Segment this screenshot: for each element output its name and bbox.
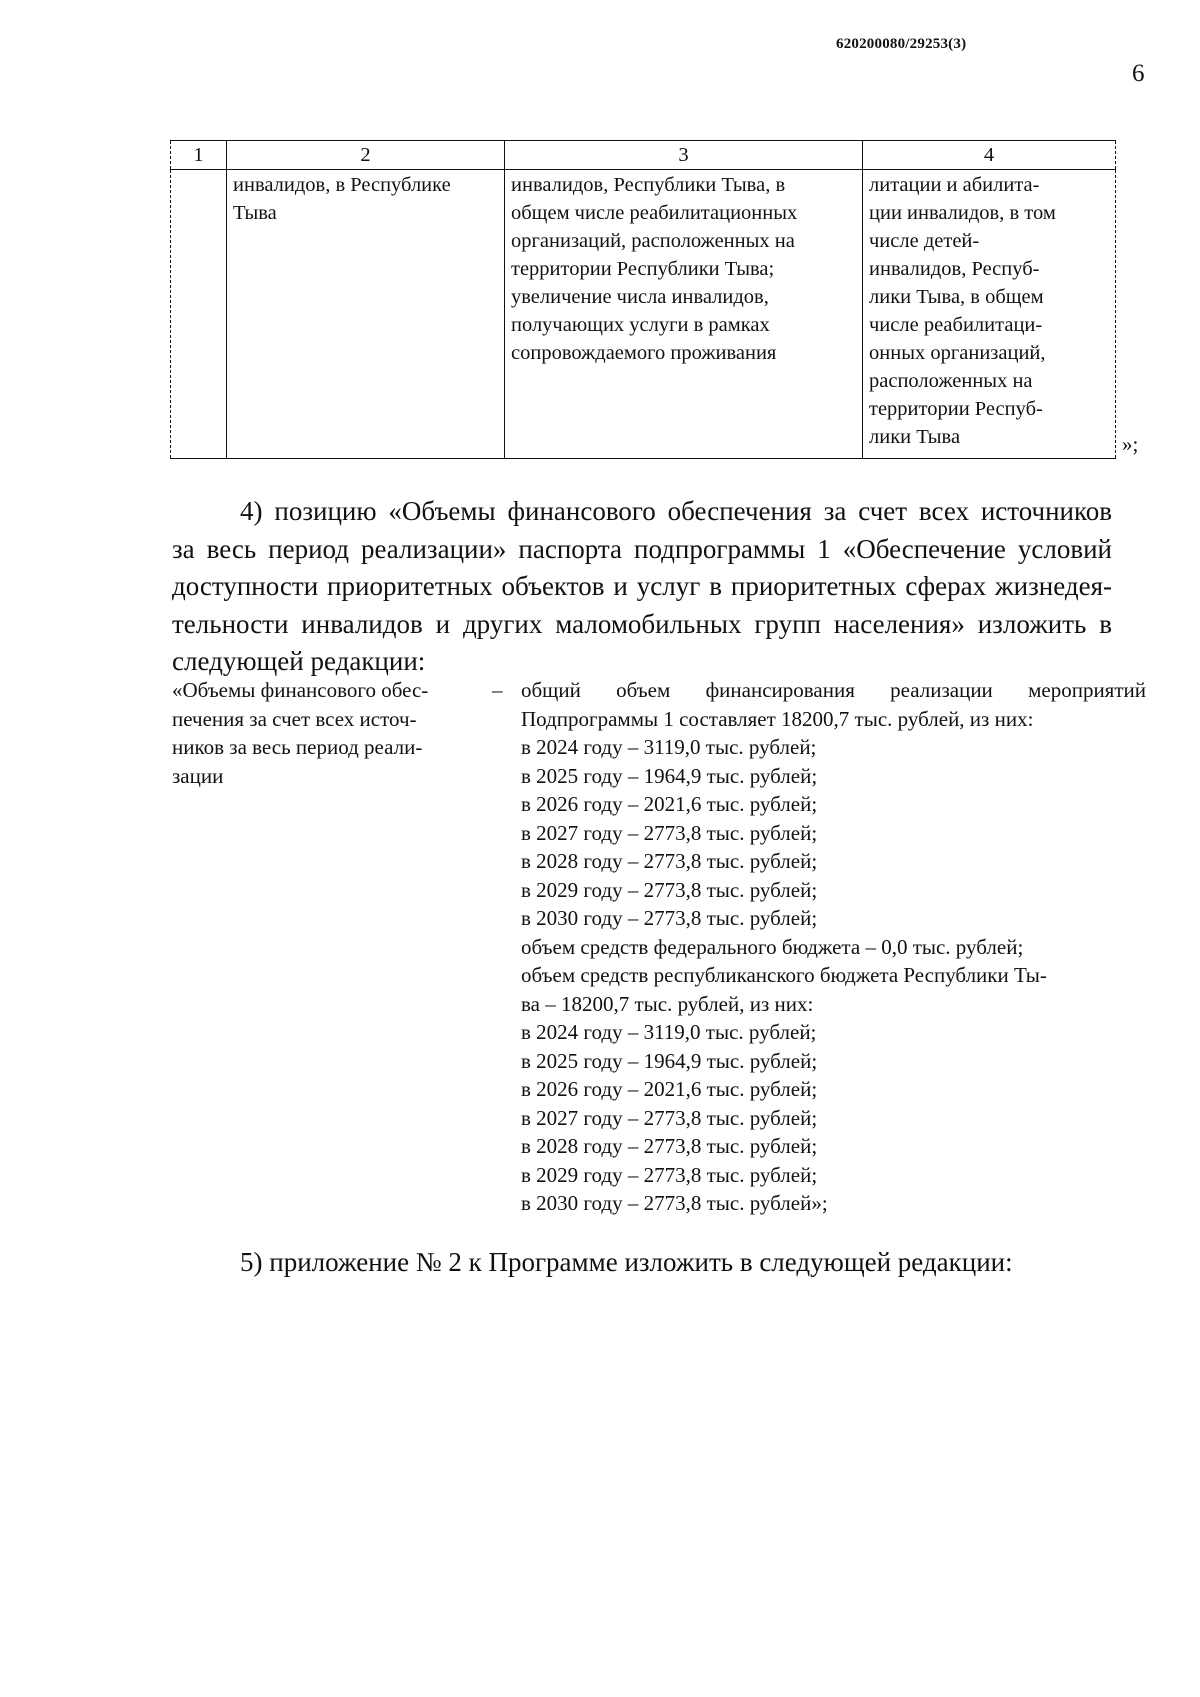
- passport-value-line: в 2029 году – 2773,8 тыс. рублей;: [521, 1162, 818, 1187]
- table-cell-col3: [505, 170, 863, 459]
- cell-line: инвалидов, Республики Тыва, в: [511, 174, 786, 196]
- passport-label-line: ников за весь период реали-: [172, 735, 423, 759]
- cell-line: лики Тыва: [869, 426, 961, 448]
- cell-line: числе детей-: [869, 230, 980, 252]
- passport-value-line: в 2024 году – 3119,0 тыс. рублей;: [521, 735, 817, 759]
- table-cell-col1: [171, 170, 227, 459]
- header-cell-4: 4: [863, 141, 1116, 170]
- paragraph-line: 5) приложение № 2 к Программе изложить в следующей редакции:: [240, 1247, 1013, 1277]
- paragraph-line: за весь период реализации» паспорта подпрограммы 1 «Обеспечение условий: [172, 533, 1112, 564]
- header-cell-1: 1: [171, 141, 227, 170]
- cell-line: территории Республики Тыва;: [511, 258, 775, 280]
- cell-line: общем числе реабилитационных: [511, 202, 798, 224]
- passport-label-line: печения за счет всех источ-: [172, 706, 417, 731]
- document-registration-number: 620200080/29253(3): [836, 36, 967, 52]
- cell-line: инвалидов, Респуб-: [869, 258, 1040, 280]
- passport-value-line: объем средств федерального бюджета – 0,0 тыс. рублей;: [521, 934, 1024, 959]
- passport-label-line: зации: [172, 763, 224, 788]
- cell-line: литации и абилита-: [869, 174, 1040, 196]
- passport-value-line: в 2030 году – 2773,8 тыс. рублей;: [521, 906, 818, 930]
- paragraph-line: следующей редакции:: [172, 646, 426, 676]
- passport-label-line: «Объемы финансового обес-: [172, 678, 429, 702]
- cell-line: получающих услуги в рамках: [511, 314, 770, 336]
- cell-line: Тыва: [233, 202, 277, 224]
- table-cell-col2: [227, 170, 505, 459]
- header-cell-2: 2: [227, 141, 505, 170]
- paragraph-line: 4) позицию «Объемы финансового обеспечения за счет всех источников: [240, 496, 1112, 526]
- paragraph-4: [172, 493, 1112, 681]
- passport-value-line: в 2025 году – 1964,9 тыс. рублей;: [521, 763, 818, 788]
- cell-line: сопровождаемого проживания: [511, 342, 777, 364]
- passport-dash: –: [492, 678, 503, 702]
- passport-value-line: в 2028 году – 2773,8 тыс. рублей;: [521, 1134, 818, 1158]
- passport-position-value: [521, 676, 1146, 1218]
- table-header-row: [171, 141, 1116, 170]
- cell-line: инвалидов, в Республике: [233, 174, 451, 196]
- passport-value-line: ва – 18200,7 тыс. рублей, из них:: [521, 991, 814, 1016]
- cell-line: ции инвалидов, в том: [869, 202, 1056, 224]
- passport-position-label: [172, 676, 490, 790]
- paragraph-line: тельности инвалидов и других маломобильных групп населения» изложить в: [172, 608, 1112, 639]
- passport-value-line: в 2029 году – 2773,8 тыс. рублей;: [521, 877, 818, 902]
- table-closing-quote: »;: [1122, 432, 1139, 456]
- cell-line: территории Респуб-: [869, 398, 1043, 420]
- cell-line: числе реабилитаци-: [869, 314, 1043, 336]
- paragraph-line: доступности приоритетных объектов и услуг в приоритетных сферах жизнедея-: [172, 571, 1112, 601]
- passport-value-line: объем средств республиканского бюджета Республики Ты-: [521, 963, 1047, 987]
- passport-value-line: в 2028 году – 2773,8 тыс. рублей;: [521, 849, 818, 873]
- passport-value-line: в 2026 году – 2021,6 тыс. рублей;: [521, 1077, 818, 1101]
- passport-value-line: общий объем финансирования реализации мероприятий: [521, 678, 1146, 702]
- passport-value-line: в 2025 году – 1964,9 тыс. рублей;: [521, 1048, 818, 1073]
- cell-line: лики Тыва, в общем: [869, 286, 1044, 308]
- paragraph-5: [172, 1244, 1112, 1282]
- page-number: 6: [1132, 60, 1145, 87]
- table-row: [171, 170, 1116, 459]
- cell-line: увеличение числа инвалидов,: [511, 286, 769, 308]
- passport-value-line: Подпрограммы 1 составляет 18200,7 тыс. рублей, из них:: [521, 706, 1034, 731]
- cell-line: онных организаций,: [869, 342, 1046, 364]
- passport-value-line: в 2027 году – 2773,8 тыс. рублей;: [521, 1105, 818, 1130]
- continuation-table: [170, 140, 1116, 459]
- passport-value-line: в 2030 году – 2773,8 тыс. рублей»;: [521, 1191, 828, 1215]
- passport-value-line: в 2027 году – 2773,8 тыс. рублей;: [521, 820, 818, 845]
- table-cell-col4: [863, 170, 1116, 459]
- passport-value-line: в 2026 году – 2021,6 тыс. рублей;: [521, 792, 818, 816]
- header-cell-3: 3: [505, 141, 863, 170]
- passport-value-line: в 2024 году – 3119,0 тыс. рублей;: [521, 1020, 817, 1044]
- cell-line: расположенных на: [869, 370, 1033, 392]
- cell-line: организаций, расположенных на: [511, 230, 795, 252]
